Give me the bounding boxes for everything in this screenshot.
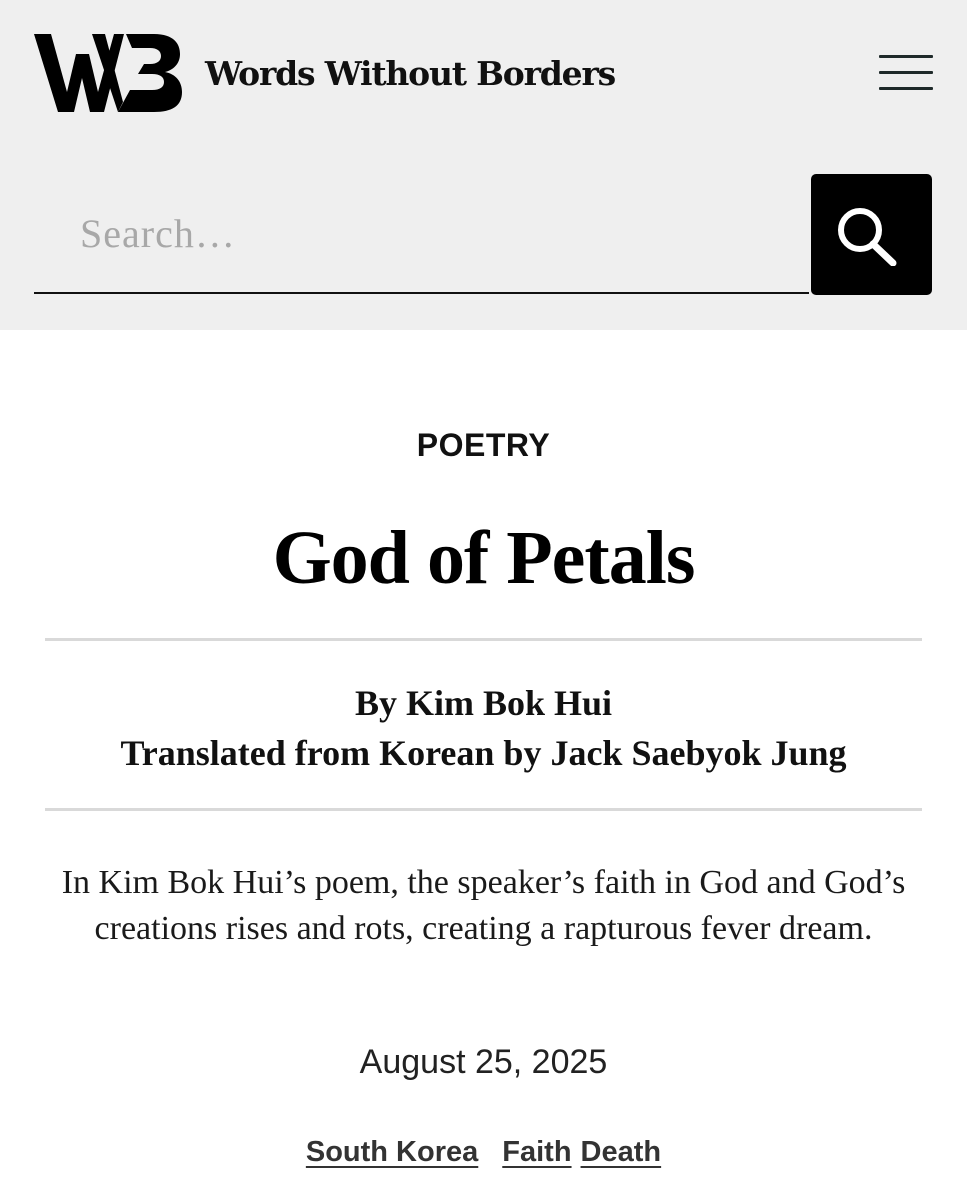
menu-bar bbox=[879, 71, 933, 74]
tag-link[interactable]: Death bbox=[580, 1136, 662, 1168]
publish-date: August 25, 2025 bbox=[359, 1043, 608, 1081]
divider bbox=[45, 808, 922, 811]
divider bbox=[45, 638, 922, 641]
translator-byline: Translated from Korean by Jack Saebyok Jung bbox=[120, 733, 847, 773]
menu-bar bbox=[879, 87, 933, 90]
tag-list bbox=[0, 1130, 967, 1174]
site-name[interactable]: Words Without Borders bbox=[205, 54, 616, 93]
search-icon bbox=[833, 204, 909, 266]
site-header bbox=[0, 0, 967, 330]
menu-button[interactable] bbox=[876, 52, 934, 94]
author-byline: By Kim Bok Hui bbox=[354, 683, 613, 723]
menu-bar bbox=[879, 55, 933, 58]
article-title: God of Petals bbox=[272, 516, 695, 600]
article-summary: In Kim Bok Hui’s poem, the speaker’s faith in God and God’s creations rises and rots, creating a rapturous fever dream. bbox=[61, 864, 906, 947]
wwb-logo[interactable] bbox=[34, 34, 182, 114]
tag-link[interactable]: South Korea bbox=[305, 1136, 479, 1168]
tag-link[interactable]: Faith bbox=[502, 1136, 572, 1168]
search-input[interactable] bbox=[34, 174, 809, 294]
category-label[interactable]: POETRY bbox=[416, 427, 551, 463]
search-button[interactable] bbox=[811, 174, 932, 295]
